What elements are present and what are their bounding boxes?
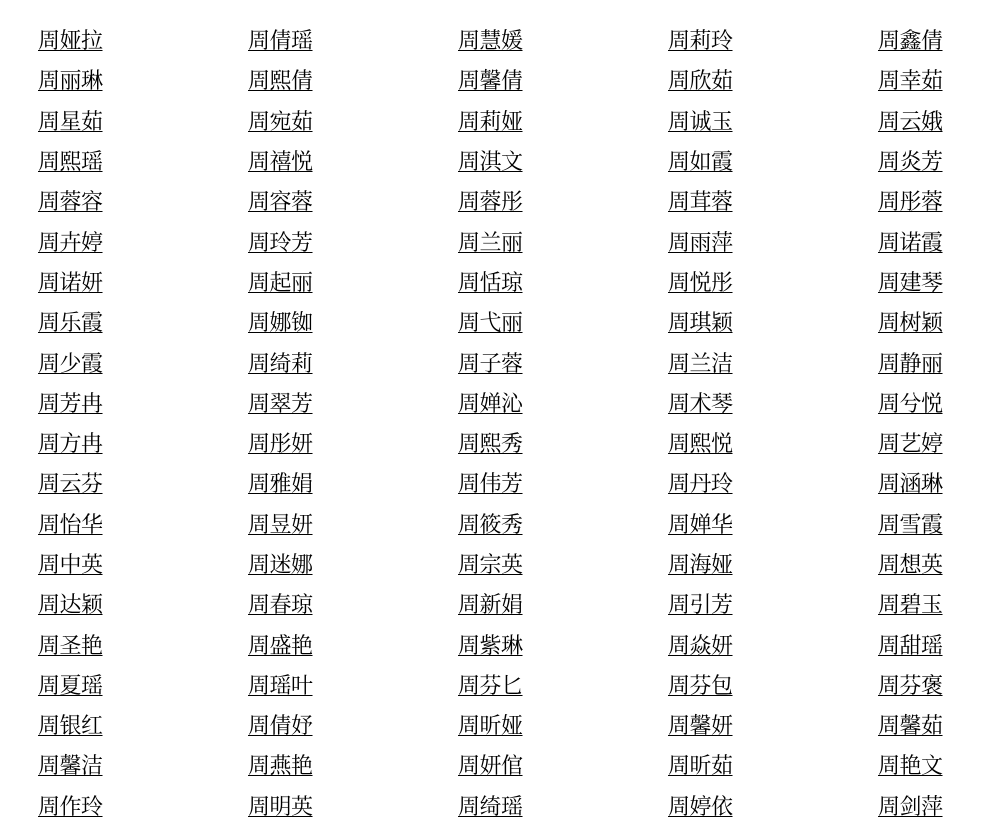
name-link[interactable]: 周涵琳 bbox=[878, 472, 943, 498]
name-link[interactable]: 周鑫倩 bbox=[878, 29, 943, 55]
name-link[interactable]: 周达颖 bbox=[38, 593, 103, 619]
name-link[interactable]: 周芬包 bbox=[668, 673, 733, 699]
name-link[interactable]: 周丹玲 bbox=[668, 472, 733, 498]
name-link[interactable]: 周婵沁 bbox=[458, 391, 523, 417]
name-link[interactable]: 周卉婷 bbox=[38, 230, 103, 256]
name-link[interactable]: 周燕艳 bbox=[248, 754, 313, 780]
name-link[interactable]: 周幸茹 bbox=[878, 69, 943, 95]
name-link[interactable]: 周瑶叶 bbox=[248, 673, 313, 699]
name-link[interactable]: 周倩妤 bbox=[248, 714, 313, 740]
name-link[interactable]: 周莉娅 bbox=[458, 109, 523, 135]
name-link[interactable]: 周雅娟 bbox=[248, 472, 313, 498]
name-link[interactable]: 周淇文 bbox=[458, 150, 523, 176]
name-link[interactable]: 周彤妍 bbox=[248, 432, 313, 458]
name-link[interactable]: 周娅拉 bbox=[38, 29, 103, 55]
name-link[interactable]: 周茸蓉 bbox=[668, 190, 733, 216]
name-link[interactable]: 周昱妍 bbox=[248, 512, 313, 538]
name-link[interactable]: 周禧悦 bbox=[248, 150, 313, 176]
name-link[interactable]: 周慧媛 bbox=[458, 29, 523, 55]
name-link[interactable]: 周起丽 bbox=[248, 270, 313, 296]
name-link[interactable]: 周芬褒 bbox=[878, 673, 943, 699]
name-link[interactable]: 周筱秀 bbox=[458, 512, 523, 538]
name-link[interactable]: 周丽琳 bbox=[38, 69, 103, 95]
name-link[interactable]: 周想英 bbox=[878, 553, 943, 578]
name-link[interactable]: 周焱妍 bbox=[668, 633, 733, 659]
name-link[interactable]: 周雨萍 bbox=[668, 230, 733, 256]
name-link[interactable]: 周绮瑶 bbox=[458, 794, 523, 820]
name-link[interactable]: 周夏瑶 bbox=[38, 673, 103, 699]
name-link[interactable]: 周诚玉 bbox=[668, 109, 733, 135]
name-link[interactable]: 周婷依 bbox=[668, 794, 733, 820]
name-link[interactable]: 周宛茹 bbox=[248, 109, 313, 135]
name-link[interactable]: 周兮悦 bbox=[878, 391, 943, 417]
name-link[interactable]: 周昕茹 bbox=[668, 754, 733, 780]
name-link[interactable]: 周翠芳 bbox=[248, 391, 313, 417]
name-link[interactable]: 周倩瑶 bbox=[248, 29, 313, 55]
name-link[interactable]: 周婵华 bbox=[668, 512, 733, 538]
name-link[interactable]: 周蓉容 bbox=[38, 190, 103, 216]
name-link[interactable]: 周迷娜 bbox=[248, 553, 313, 578]
name-link[interactable]: 周绮莉 bbox=[248, 351, 313, 377]
name-link[interactable]: 周玲芳 bbox=[248, 230, 313, 256]
name-link[interactable]: 周琪颖 bbox=[668, 311, 733, 337]
name-link[interactable]: 周云芬 bbox=[38, 472, 103, 498]
name-link[interactable]: 周圣艳 bbox=[38, 633, 103, 659]
name-link[interactable]: 周兰洁 bbox=[668, 351, 733, 377]
name-link[interactable]: 周银红 bbox=[38, 714, 103, 740]
name-link[interactable]: 周乐霞 bbox=[38, 311, 103, 337]
name-link[interactable]: 周欣茹 bbox=[668, 69, 733, 95]
name-link[interactable]: 周盛艳 bbox=[248, 633, 313, 659]
name-link[interactable]: 周雪霞 bbox=[878, 512, 943, 538]
name-link[interactable]: 周蓉彤 bbox=[458, 190, 523, 216]
name-link[interactable]: 周怡华 bbox=[38, 512, 103, 538]
name-link[interactable]: 周芳冉 bbox=[38, 391, 103, 417]
name-link[interactable]: 周昕娅 bbox=[458, 714, 523, 740]
name-link[interactable]: 周云娥 bbox=[878, 109, 943, 135]
name-link[interactable]: 周彤蓉 bbox=[878, 190, 943, 216]
name-link[interactable]: 周悦彤 bbox=[668, 270, 733, 296]
name-link[interactable]: 周方冉 bbox=[38, 432, 103, 458]
name-link[interactable]: 周恬琼 bbox=[458, 270, 523, 296]
name-link[interactable]: 周引芳 bbox=[668, 593, 733, 619]
name-link[interactable]: 周莉玲 bbox=[668, 29, 733, 55]
name-link[interactable]: 周作玲 bbox=[38, 794, 103, 820]
name-link[interactable]: 周剑萍 bbox=[878, 794, 943, 820]
name-link[interactable]: 周如霞 bbox=[668, 150, 733, 176]
name-link[interactable]: 周海娅 bbox=[668, 553, 733, 578]
name-link[interactable]: 周馨妍 bbox=[668, 714, 733, 740]
name-link[interactable]: 周熙瑶 bbox=[38, 150, 103, 176]
name-link[interactable]: 周术琴 bbox=[668, 391, 733, 417]
name-link[interactable]: 周伟芳 bbox=[458, 472, 523, 498]
name-link[interactable]: 周熙倩 bbox=[248, 69, 313, 95]
name-link[interactable]: 周建琴 bbox=[878, 270, 943, 296]
name-link[interactable]: 周诺霞 bbox=[878, 230, 943, 256]
name-link[interactable]: 周芬匕 bbox=[458, 673, 523, 699]
name-link[interactable]: 周艺婷 bbox=[878, 432, 943, 458]
name-link[interactable]: 周容蓉 bbox=[248, 190, 313, 216]
name-link[interactable]: 周中英 bbox=[38, 553, 103, 578]
name-link[interactable]: 周弋丽 bbox=[458, 311, 523, 337]
name-link[interactable]: 周碧玉 bbox=[878, 593, 943, 619]
name-link[interactable]: 周宗英 bbox=[458, 553, 523, 578]
name-link[interactable]: 周紫琳 bbox=[458, 633, 523, 659]
name-link[interactable]: 周甜瑶 bbox=[878, 633, 943, 659]
name-link[interactable]: 周熙悦 bbox=[668, 432, 733, 458]
name-link[interactable]: 周兰丽 bbox=[458, 230, 523, 256]
name-link[interactable]: 周娜铷 bbox=[248, 311, 313, 337]
name-link[interactable]: 周静丽 bbox=[878, 351, 943, 377]
name-link[interactable]: 周树颖 bbox=[878, 311, 943, 337]
name-link[interactable]: 周子蓉 bbox=[458, 351, 523, 377]
name-link[interactable]: 周馨倩 bbox=[458, 69, 523, 95]
name-link[interactable]: 周诺妍 bbox=[38, 270, 103, 296]
name-link[interactable]: 周明英 bbox=[248, 794, 313, 820]
name-link[interactable]: 周炎芳 bbox=[878, 150, 943, 176]
name-link[interactable]: 周馨洁 bbox=[38, 754, 103, 780]
name-link[interactable]: 周春琼 bbox=[248, 593, 313, 619]
name-link[interactable]: 周艳文 bbox=[878, 754, 943, 780]
name-link[interactable]: 周少霞 bbox=[38, 351, 103, 377]
name-link-grid bbox=[38, 22, 988, 828]
name-link[interactable]: 周星茹 bbox=[38, 109, 103, 135]
name-link[interactable]: 周新娟 bbox=[458, 593, 523, 619]
name-link[interactable]: 周妍倌 bbox=[458, 754, 523, 780]
name-link[interactable]: 周熙秀 bbox=[458, 432, 523, 458]
name-link[interactable]: 周馨茹 bbox=[878, 714, 943, 740]
